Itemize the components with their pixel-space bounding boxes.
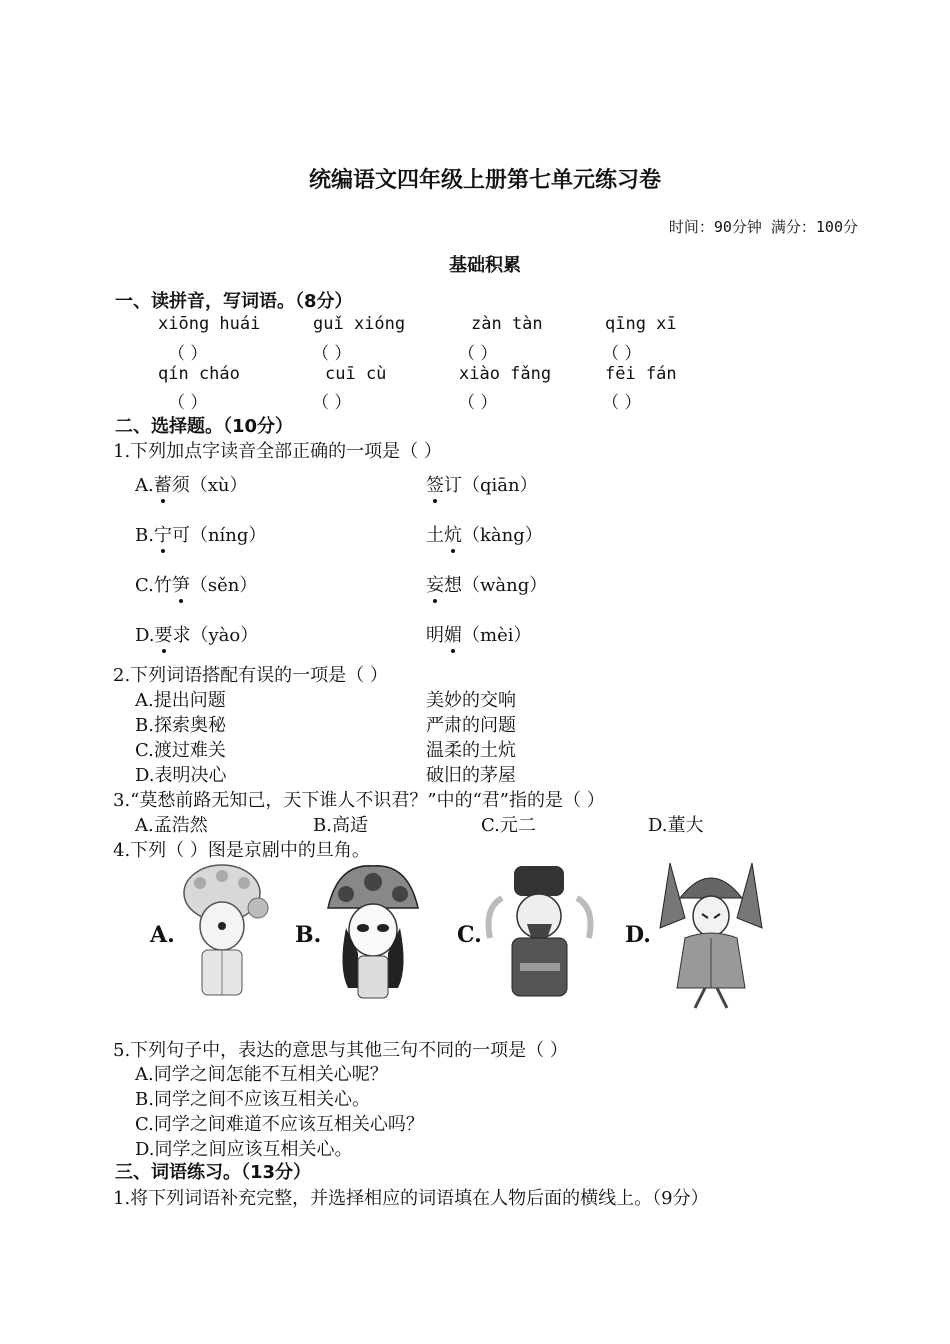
pinyin: qīng xī [605,314,677,334]
option-left: C.渡过难关 [135,740,226,761]
pinyin: xiào fǎng [459,364,552,384]
option-c: C.元二 [481,815,536,836]
pinyin: cuī cù [325,364,387,384]
option-left: B.探索奥秘 [135,715,226,736]
question-stem: 5.下列句子中，表达的意思与其他三句不同的一项是（ ） [113,1040,568,1061]
option-a-right: 签订（qiān） [426,471,538,497]
section-3-heading: 三、词语练习。（13分） [115,1162,312,1183]
option-a: A.孟浩然 [135,815,208,836]
question-stem: 3.“莫愁前路无知己，天下谁人不识君？”中的“君”指的是（ ） [113,790,605,811]
figure-label-b: B. [295,922,322,948]
opera-figure-c-image [482,858,597,1006]
question-stem: 2.下列词语搭配有误的一项是（ ） [113,665,388,686]
option-right: 温柔的土炕 [426,740,516,761]
pinyin: qín cháo [158,364,240,384]
option-left: A.提出问题 [135,690,226,711]
option-c-left: C.竹笋（sěn） [135,571,257,597]
answer-blank[interactable]: （ ） [312,344,352,364]
question-stem: 4.下列（ ）图是京剧中的旦角。 [113,840,370,861]
answer-blank[interactable]: （ ） [602,393,642,413]
question-stem: 1.将下列词语补充完整，并选择相应的词语填在人物后面的横线上。（9分） [113,1188,709,1209]
option-a-left: A.蓄须（xù） [135,471,247,497]
answer-blank[interactable]: （ ） [168,344,208,364]
option-left: D.表明决心 [135,765,227,786]
pinyin: guǐ xióng [313,314,406,334]
pinyin: fēi fán [605,364,677,384]
exam-meta: 时间：90分钟 满分：100分 [668,218,858,236]
option-a: A.同学之间怎能不互相关心呢？ [135,1064,388,1085]
option-c-right: 妄想（wàng） [426,571,547,597]
option-right: 严肃的问题 [426,715,516,736]
option-d-right: 明媚（mèi） [426,621,531,647]
pinyin: zàn tàn [471,314,543,334]
opera-figure-b-image [318,858,428,1006]
option-right: 破旧的茅屋 [426,765,516,786]
option-d-left: D.要求（yào） [135,621,258,647]
section-1-heading: 一、读拼音，写词语。（8分） [115,291,353,312]
figure-label-a: A. [150,922,175,948]
opera-figure-d-image [650,858,772,1013]
option-b: B.同学之间不应该互相关心。 [135,1089,370,1110]
figure-label-c: C. [457,922,482,948]
section-subtitle: 基础积累 [449,255,521,276]
page-title: 统编语文四年级上册第七单元练习卷 [308,168,661,193]
option-right: 美妙的交响 [426,690,516,711]
answer-blank[interactable]: （ ） [602,344,642,364]
answer-blank[interactable]: （ ） [312,393,352,413]
answer-blank[interactable]: （ ） [458,344,498,364]
opera-figure-a-image [170,858,275,1003]
option-c: C.同学之间难道不应该互相关心吗？ [135,1114,424,1135]
option-b: B.高适 [313,815,368,836]
answer-blank[interactable]: （ ） [168,393,208,413]
option-b-left: B.宁可（níng） [135,521,266,547]
question-stem: 1.下列加点字读音全部正确的一项是（ ） [113,441,442,462]
option-d: D.同学之间应该互相关心。 [135,1139,353,1160]
option-d: D.董大 [648,815,704,836]
option-b-right: 土炕（kàng） [426,521,543,547]
pinyin: xiōng huái [158,314,261,334]
figure-label-d: D. [625,922,651,948]
answer-blank[interactable]: （ ） [458,393,498,413]
section-2-heading: 二、选择题。（10分） [115,416,294,437]
